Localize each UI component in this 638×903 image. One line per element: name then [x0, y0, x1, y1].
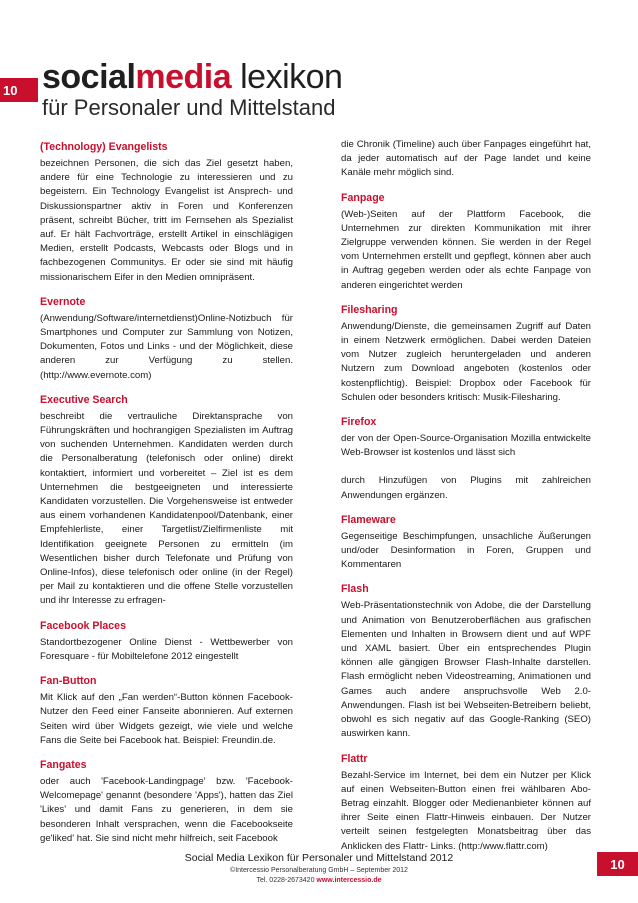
footer-contact [0, 877, 638, 884]
entry-definition: der von der Open-Source-Organisation Mozilla entwickelte Web-Browser ist kostenlos und lässt sich [341, 433, 591, 459]
entry-definition: beschreibt die vertrauliche Direktansprache von Führungskräften und hochrangigen Spezialisten im Auftrag von suchenden Unternehmen. Kandidaten werden durch die Personalberatung (telefonisch oder online) direkt kontaktiert, informiert und vorbereitet – Ziel ist es dem Unternehmen die bestgeeigneten und interessierte Kandidaten vorzustellen. Die Vorgehensweise ist entweder aus einem vorhandenen Kandidatenpool/Datenbank, einer Empfehlerliste, einer Targetlist/Zielfirmenliste mit Identifikation geeignete Personen zu ermitteln (im Wesentlichen bisher durch Telefonate und Prüfung von Online-Infos), diese telefonisch oder online (in der Regel) per Mail zu kontaktieren und die offene Stelle vorzustellen und ihr Interesse zu erfragen- [40, 410, 293, 607]
glossary-entry [40, 674, 293, 748]
entry-definition: (Web-)Seiten auf der Plattform Facebook, die Unternehmen zur direkten Kommunikation mit ihrer Zielgruppe verwenden können. Sie werden in der Regel vom Unternehmen erstellt und gepflegt, können aber auch in Auftrag gegeben werden oder als echte Fanpage von anderen eingerichtet werden [341, 208, 591, 291]
entry-definition: Gegenseitige Beschimpfungen, unsachliche Äußerungen und/oder Desinformation in Foren, Gruppen und Kommentaren [341, 530, 591, 571]
entry-term: Firefox [341, 416, 377, 429]
entry-term: Flattr [341, 752, 368, 765]
glossary-entry [40, 140, 293, 285]
right-column [341, 138, 591, 864]
logo-wordmark [42, 60, 342, 94]
entry-definition: die Chronik (Timeline) auch über Fanpages eingeführt hat, da jeder automatisch auf der Page landet und keine Kanäle mehr möglich sind. [341, 139, 591, 179]
entry-definition: Bezahl-Service im Internet, bei dem ein Nutzer per Klick auf einen Webseiten-Button einen frei wählbaren Abo-Betrag einzahlt. Blogger oder Medienanbieter können auf ihrer Seite einen Flattr-Hinweis einbauen. Der Nutzer verteilt seinen festgelegten Monatsbeitrag über das Anklicken des Flattr- Links. (http:/www.flattr.com) [341, 769, 591, 852]
glossary-entry [341, 752, 591, 854]
entry-definition-continued: durch Hinzufügen von Plugins mit zahlreichen Anwendungen ergänzen. [341, 475, 591, 501]
footer-phone: Tel. 0228-2673420 [256, 877, 315, 884]
left-column [40, 140, 293, 856]
entry-definition: bezeichnen Personen, die sich das Ziel gesetzt haben, andere für eine Technologie zu interessieren und zu begeistern. Ein Technology Evangelist ist Ansprech- und Diskussionspartner aktiv in Foren und Konferenzen präsent, schreibt Bücher, tritt im Fernsehen als Spezialist auf. Er hält Fachvorträge, erstellt Artikel in einschlägigen Medien, erstellt Podcasts, Webcasts oder Blogs und in fachbezogenen Communitys. Er oder sie sind mit häufig missionarischem Eifer in den Medien omnipräsent. [40, 158, 293, 283]
entry-term: Executive Search [40, 393, 128, 406]
entry-term: Filesharing [341, 303, 398, 316]
logo-subtitle: für Personaler und Mittelstand [42, 95, 336, 120]
entry-term: Fangates [40, 758, 87, 771]
entry-definition: Web-Präsentationstechnik von Adobe, die der Darstellung und Animation von Benutzeroberflächen aus grafischen Elementen und Inhalten in Browsern dient und auf WPF und XAML basiert. Über ein entsprechendes Plugin können alle gängigen Browser Flash-Inhalte darstellen. Flash ermöglicht neben Videostreaming, Animationen und Games auch andere anspruchsvolle Web 2.0-Anwendungen. Flash ist bei Webseiten-Betreibern beliebt, obwohl es sich negativ auf das Google-Ranking (SEO) auswirken kann. [341, 600, 591, 740]
glossary-entry-continued [341, 138, 591, 181]
glossary-entry [40, 619, 293, 664]
entry-term: Facebook Places [40, 619, 126, 632]
footer-copyright: ©Intercessio Personalberatung GmbH – September 2012 [230, 867, 408, 874]
glossary-entry [40, 295, 293, 383]
logo [42, 60, 342, 121]
entry-term: Evernote [40, 295, 86, 308]
glossary-entry [341, 415, 591, 503]
entry-term: Fanpage [341, 191, 385, 204]
entry-definition: (Anwendung/Software/internetdienst)Online-Notizbuch für Smartphones und Computer zur Sammlung von Notizen, Dokumenten, Fotos und Links - und der Möglichkeit, diese anderen zur Verfügung zu stellen. (http://www.evernote.com) [40, 312, 293, 381]
entry-definition: oder auch 'Facebook-Landingpage' bzw. 'Facebook-Welcomepage' genannt (besondere 'Apps'), hatten das Ziel 'Likes' und damit Fans zu generieren, in dem sie besonderen Inhalt versprachen, wenn die Facebookseite ge'liked' hat. Sie sind nicht mehr hilfreich, seit Facebook [40, 775, 293, 844]
footer-title: Social Media Lexikon für Personaler und Mittelstand 2012 [184, 852, 454, 864]
page-number-badge-bottom: 10 [597, 852, 638, 876]
glossary-entry [341, 191, 591, 293]
entry-definition: Mit Klick auf den „Fan werden“-Button können Facebook-Nutzer den Feed einer Fanseite abonnieren. Auf externen Seiten wird über Widgets gezeigt, wie viele und welche Fans die Seite bei Facebook hat. Beispiel: Freundin.de. [40, 692, 293, 746]
glossary-entry [40, 393, 293, 609]
entry-term: Flameware [341, 513, 396, 526]
footer-website-link[interactable]: www.intercessio.de [316, 877, 382, 884]
logo-social: social [42, 58, 136, 96]
glossary-entry [40, 758, 293, 846]
glossary-entry [341, 303, 591, 405]
logo-lexikon: lexikon [240, 58, 343, 96]
entry-term: (Technology) Evangelists [40, 141, 168, 153]
entry-term: Fan-Button [40, 675, 97, 688]
glossary-entry [341, 513, 591, 573]
entry-term: Flash [341, 583, 369, 596]
entry-definition: Standortbezogener Online Dienst - Wettbewerber von Foresquare - für Mobiltelefone 2012 eingestellt [40, 636, 293, 662]
page-number-badge-top: 10 [0, 78, 38, 102]
glossary-entry [341, 582, 591, 741]
logo-media: media [135, 58, 232, 96]
entry-definition: Anwendung/Dienste, die gemeinsamen Zugriff auf Daten in einem Netzwerk ermöglichen. Dabei werden Dateien vom Nutzer zugleich heruntergeladen und anderen Nutzern zum Download angeboten (kostenlos oder kostenpflichtig). Beispiel: Dropbox oder Facebook für Schulen oder besonders kritisch: Musik-Filesharing. [341, 320, 591, 403]
